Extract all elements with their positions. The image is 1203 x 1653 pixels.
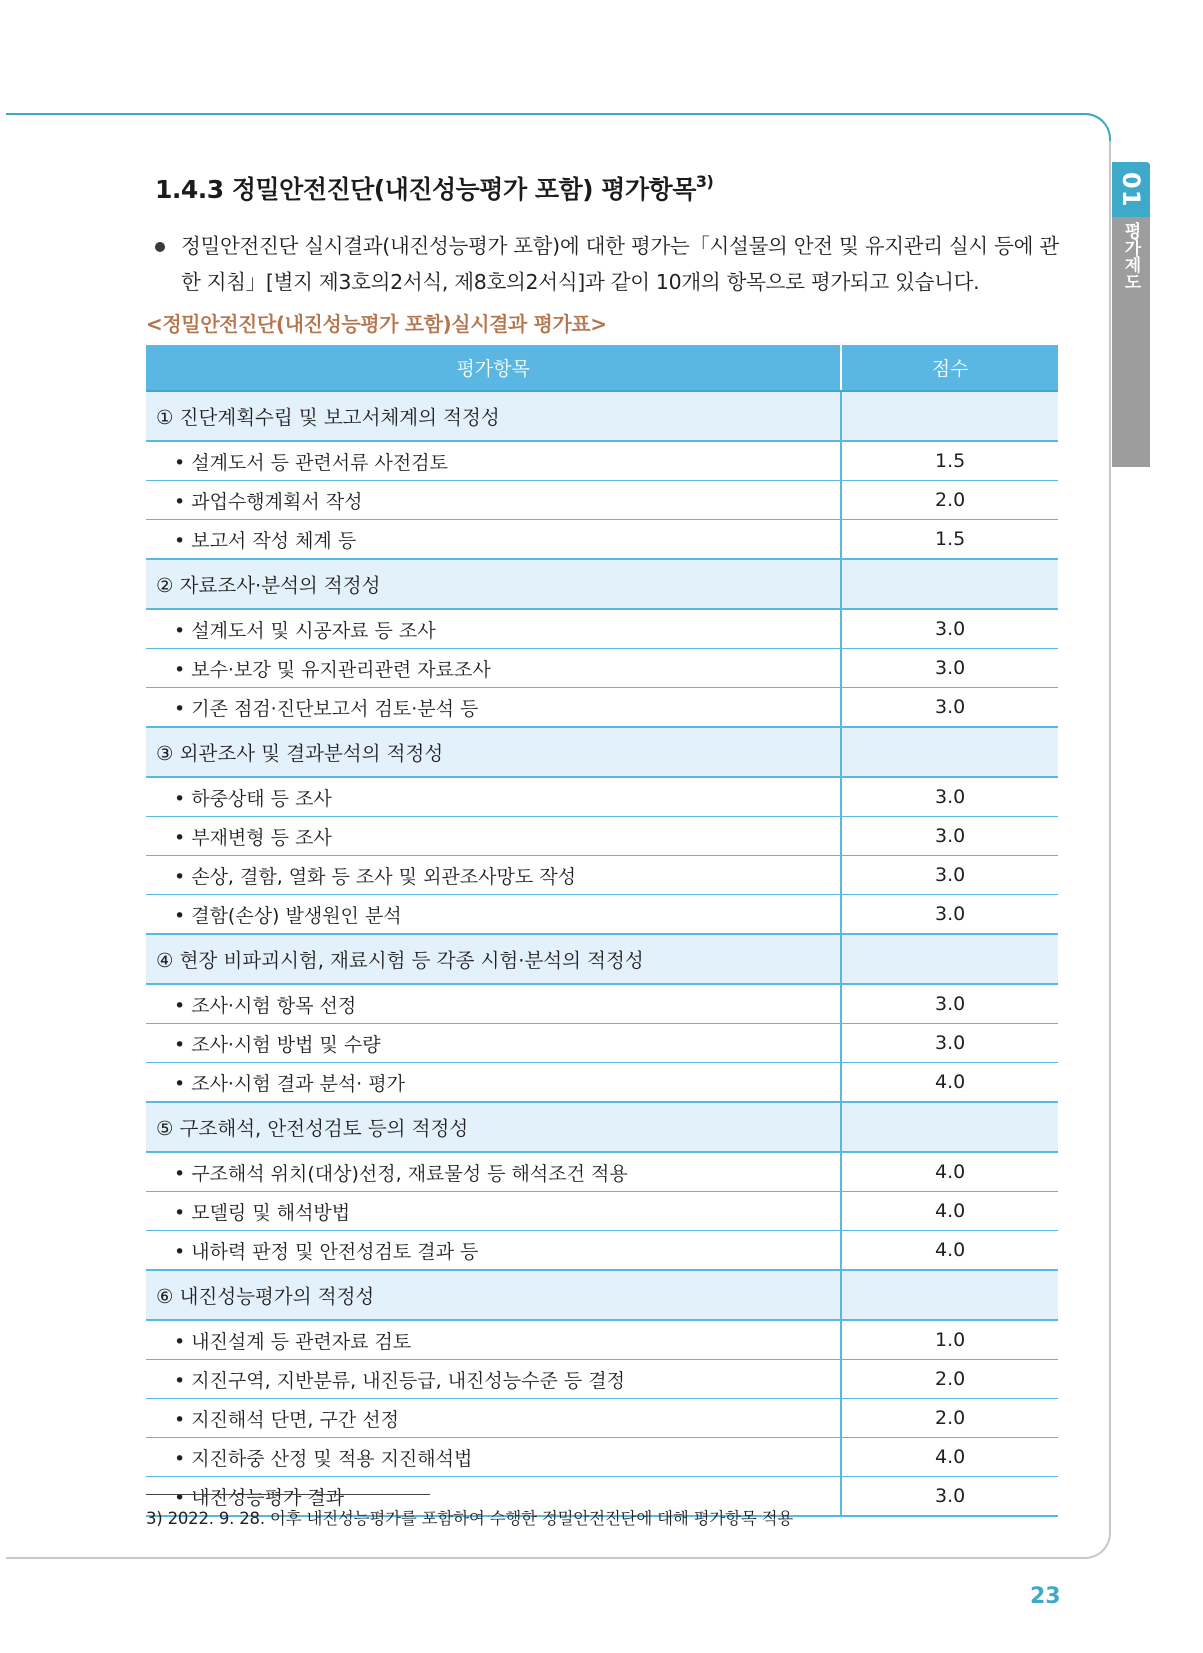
category-score-cell	[841, 934, 1058, 984]
item-score: 3.0	[841, 984, 1058, 1024]
item-name: 모델링 및 해석방법	[191, 1201, 351, 1224]
table-row	[146, 777, 1058, 817]
item-name: 하중상태 등 조사	[191, 787, 332, 810]
intro-text: 정밀안전진단 실시결과(내진성능평가 포함)에 대한 평가는「시설물의 안전 및 유지관리 실시 등에 관한 지침」[별지 제3호의2서식, 제8호의2서식]과 같이 10개의 항목으로 평가되고 있습니다.	[181, 234, 1059, 294]
item-cell	[146, 1231, 841, 1271]
item-score: 4.0	[841, 1231, 1058, 1271]
item-score: 2.0	[841, 481, 1058, 520]
item-name: 내진설계 등 관련자료 검토	[191, 1330, 412, 1353]
bullet-icon: •	[174, 1240, 186, 1263]
bullet-icon: •	[174, 1072, 186, 1095]
table-row	[146, 520, 1058, 560]
item-score: 4.0	[841, 1438, 1058, 1477]
item-name: 보수·보강 및 유지관리관련 자료조사	[191, 658, 491, 681]
category-title: ③ 외관조사 및 결과분석의 적정성	[146, 727, 841, 777]
item-score: 4.0	[841, 1063, 1058, 1103]
category-title: ① 진단계획수립 및 보고서체계의 적정성	[146, 391, 841, 441]
intro-paragraph	[155, 228, 1060, 300]
item-score: 1.0	[841, 1320, 1058, 1360]
bullet-icon: •	[174, 865, 186, 888]
item-score: 4.0	[841, 1192, 1058, 1231]
item-score: 3.0	[841, 895, 1058, 935]
item-score: 2.0	[841, 1360, 1058, 1399]
bullet-icon: •	[174, 826, 186, 849]
bullet-icon: •	[174, 1033, 186, 1056]
category-score-cell	[841, 727, 1058, 777]
item-score: 3.0	[841, 777, 1058, 817]
item-name: 지진구역, 지반분류, 내진등급, 내진성능수준 등 결정	[191, 1369, 625, 1392]
footnote: 3) 2022. 9. 28. 이후 내진성능평가를 포함하여 수행한 정밀안전진단에 대해 평가항목 적용	[146, 1509, 794, 1528]
item-name: 설계도서 및 시공자료 등 조사	[191, 619, 436, 642]
category-title: ④ 현장 비파괴시험, 재료시험 등 각종 시험·분석의 적정성	[146, 934, 841, 984]
item-score: 3.0	[841, 817, 1058, 856]
bullet-icon: •	[174, 1162, 186, 1185]
item-name: 기존 점검·진단보고서 검토·분석 등	[191, 697, 479, 720]
item-cell	[146, 481, 841, 520]
item-cell	[146, 1360, 841, 1399]
bullet-icon: •	[174, 1201, 186, 1224]
table-row	[146, 1063, 1058, 1103]
item-score: 3.0	[841, 1477, 1058, 1517]
table-row	[146, 609, 1058, 649]
table-row	[146, 1438, 1058, 1477]
bullet-icon: •	[174, 529, 186, 552]
item-name: 구조해석 위치(대상)선정, 재료물성 등 해석조건 적용	[191, 1162, 628, 1185]
item-score: 3.0	[841, 649, 1058, 688]
footnote-ref: 3)	[695, 171, 714, 191]
category-title: ⑥ 내진성능평가의 적정성	[146, 1270, 841, 1320]
table-row	[146, 1192, 1058, 1231]
category-title: ② 자료조사·분석의 적정성	[146, 559, 841, 609]
item-name: 부재변형 등 조사	[191, 826, 332, 849]
item-name: 내하력 판정 및 안전성검토 결과 등	[191, 1240, 479, 1263]
chapter-label: 평가제도	[1120, 222, 1141, 290]
category-score-cell	[841, 1270, 1058, 1320]
bullet-icon: •	[174, 1369, 186, 1392]
category-score-cell	[841, 1102, 1058, 1152]
item-cell	[146, 1399, 841, 1438]
chapter-number: 01	[1117, 171, 1145, 208]
item-name: 과업수행계획서 작성	[191, 490, 363, 513]
category-row	[146, 727, 1058, 777]
item-cell	[146, 688, 841, 728]
chapter-label-tab	[1112, 222, 1150, 312]
item-name: 조사·시험 방법 및 수량	[191, 1033, 381, 1056]
category-row	[146, 934, 1058, 984]
item-cell	[146, 1438, 841, 1477]
table-row	[146, 1024, 1058, 1063]
item-cell	[146, 777, 841, 817]
category-row	[146, 559, 1058, 609]
item-cell	[146, 1024, 841, 1063]
item-cell	[146, 441, 841, 481]
table-row	[146, 1320, 1058, 1360]
header-score: 점수	[841, 345, 1058, 391]
item-cell	[146, 520, 841, 560]
item-cell	[146, 984, 841, 1024]
table-row	[146, 1360, 1058, 1399]
table-row	[146, 1231, 1058, 1271]
category-score-cell	[841, 391, 1058, 441]
item-name: 보고서 작성 체계 등	[191, 529, 357, 552]
item-name: 설계도서 등 관련서류 사전검토	[191, 451, 448, 474]
item-score: 3.0	[841, 609, 1058, 649]
evaluation-table	[146, 345, 1058, 1517]
bullet-icon	[155, 242, 165, 252]
table-header-row	[146, 345, 1058, 391]
table-caption: <정밀안전진단(내진성능평가 포함)실시결과 평가표>	[146, 312, 607, 336]
item-name: 내진성능평가 결과	[191, 1486, 345, 1509]
category-score-cell	[841, 559, 1058, 609]
table-row	[146, 895, 1058, 935]
bullet-icon: •	[174, 658, 186, 681]
table-row	[146, 688, 1058, 728]
table-row	[146, 649, 1058, 688]
item-name: 지진하중 산정 및 적용 지진해석법	[191, 1447, 473, 1470]
item-cell	[146, 609, 841, 649]
bullet-icon: •	[174, 787, 186, 810]
item-score: 4.0	[841, 1152, 1058, 1192]
item-name: 지진해석 단면, 구간 선정	[191, 1408, 399, 1431]
footnote-divider	[146, 1494, 430, 1495]
item-cell	[146, 1320, 841, 1360]
item-name: 조사·시험 항목 선정	[191, 994, 357, 1017]
bullet-icon: •	[174, 1408, 186, 1431]
bullet-icon: •	[174, 490, 186, 513]
header-item: 평가항목	[146, 345, 841, 391]
table-body	[146, 391, 1058, 1516]
category-title: ⑤ 구조해석, 안전성검토 등의 적정성	[146, 1102, 841, 1152]
item-cell	[146, 895, 841, 935]
item-score: 1.5	[841, 441, 1058, 481]
table-row	[146, 1399, 1058, 1438]
item-name: 결함(손상) 발생원인 분석	[191, 904, 402, 927]
chapter-number-tab	[1112, 162, 1150, 217]
item-score: 3.0	[841, 1024, 1058, 1063]
bullet-icon: •	[174, 1486, 186, 1509]
table-row	[146, 441, 1058, 481]
item-cell	[146, 1152, 841, 1192]
item-cell	[146, 1192, 841, 1231]
item-name: 손상, 결함, 열화 등 조사 및 외관조사망도 작성	[191, 865, 576, 888]
bullet-icon: •	[174, 697, 186, 720]
category-row	[146, 391, 1058, 441]
bullet-icon: •	[174, 619, 186, 642]
table-row	[146, 1152, 1058, 1192]
table-row	[146, 481, 1058, 520]
bullet-icon: •	[174, 994, 186, 1017]
item-cell	[146, 856, 841, 895]
category-row	[146, 1102, 1058, 1152]
page-number: 23	[1030, 1584, 1061, 1609]
bullet-icon: •	[174, 1330, 186, 1353]
item-name: 조사·시험 결과 분석· 평가	[191, 1072, 405, 1095]
section-heading	[155, 170, 713, 206]
item-cell	[146, 649, 841, 688]
item-score: 3.0	[841, 688, 1058, 728]
item-cell	[146, 1063, 841, 1103]
item-score: 3.0	[841, 856, 1058, 895]
section-heading-text: 1.4.3 정밀안전진단(내진성능평가 포함) 평가항목	[155, 175, 696, 204]
bullet-icon: •	[174, 904, 186, 927]
bullet-icon: •	[174, 451, 186, 474]
item-score: 1.5	[841, 520, 1058, 560]
item-cell	[146, 817, 841, 856]
table-row	[146, 984, 1058, 1024]
category-row	[146, 1270, 1058, 1320]
table-row	[146, 817, 1058, 856]
table-row	[146, 856, 1058, 895]
bullet-icon: •	[174, 1447, 186, 1470]
item-score: 2.0	[841, 1399, 1058, 1438]
